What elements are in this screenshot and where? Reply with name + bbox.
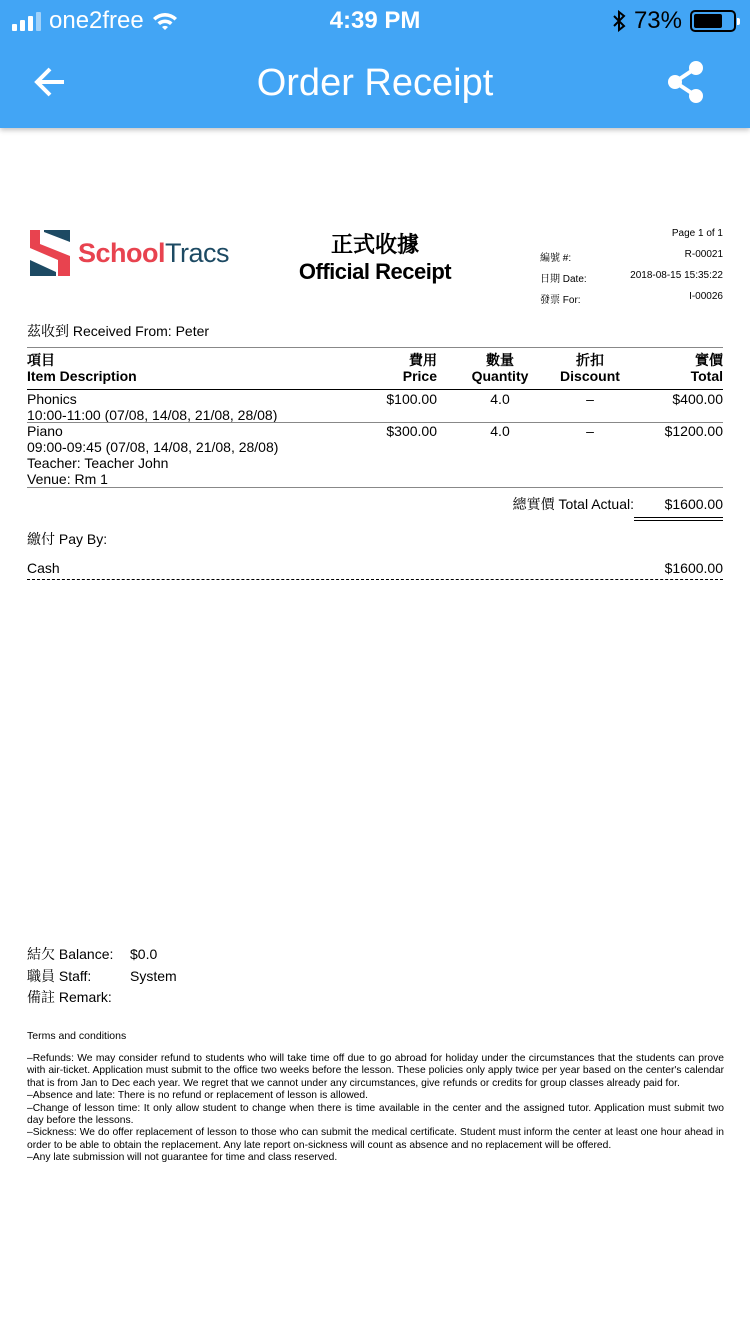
- term-item: –Refunds: We may consider refund to students who will take time off due to go abroad for holiday under the circumstances that the students can prove with air-ticket. Application must submit to the office two weeks before the lesson. These policies only apply twice per year based on the center's calendar that is from Jan to Dec each year. We regret that we cannot under any circumstances, give refunds or credits for group classes already paid for.: [27, 1053, 724, 1089]
- page-title: Order Receipt: [256, 62, 494, 104]
- item-detail: Teacher: Teacher John: [27, 455, 169, 471]
- item-total: $1200.00: [664, 423, 723, 439]
- staff-value: System: [130, 968, 177, 984]
- battery-percent: 73%: [633, 7, 682, 34]
- item-detail: Venue: Rm 1: [27, 471, 108, 487]
- item-price: $300.00: [386, 423, 437, 439]
- terms-title: Terms and conditions: [27, 1030, 127, 1042]
- item-detail: 09:00-09:45 (07/08, 14/08, 21/08, 28/08): [27, 439, 279, 455]
- clock: 4:39 PM: [329, 7, 421, 34]
- received-from: 茲收到 Received From: Peter: [27, 323, 210, 339]
- col-total: Total: [690, 368, 723, 384]
- term-item: –Sickness: We do offer replacement of lesson to those who can submit the medical certificate. Student must inform the center at least one hour ahead in order to be able to obtain the replacement. Any late report on-sickness will count as absence and no replacement will be offered.: [27, 1127, 724, 1151]
- receipt-number: R-00021: [684, 249, 723, 260]
- divider: [27, 347, 723, 348]
- col-zh: 費用: [409, 352, 437, 368]
- terms-text: [27, 1053, 724, 1165]
- item-qty: 4.0: [490, 391, 510, 407]
- receipt-date: 2018-08-15 15:35:22: [630, 270, 723, 281]
- col-zh: 項目: [27, 352, 55, 368]
- status-bar: [0, 0, 750, 40]
- meta-label: 日期 Date:: [540, 274, 587, 285]
- item-name: Piano: [27, 423, 63, 439]
- double-underline: [634, 517, 723, 521]
- staff-label: 職員 Staff:: [27, 968, 92, 984]
- term-item: –Any late submission will not guarantee for time and class reserved.: [27, 1152, 338, 1164]
- item-qty: 4.0: [490, 423, 510, 439]
- invoice-number: I-00026: [689, 291, 723, 302]
- carrier: one2free: [49, 7, 144, 34]
- col-price: Price: [402, 368, 437, 384]
- item-name: Phonics: [27, 391, 77, 407]
- balance-label: 結欠 Balance:: [27, 946, 114, 962]
- term-item: –Change of lesson time: It only allow student to change when there is time available in the center and the assigned tutor. Application must submit two day before the lessons.: [27, 1102, 724, 1127]
- col-zh: 折扣: [576, 352, 604, 368]
- meta-label: 編號 #:: [540, 253, 572, 264]
- dashed-divider: [27, 579, 723, 580]
- term-item: –Absence and late: There is no refund or replacement of lesson is allowed.: [27, 1090, 368, 1102]
- item-discount: –: [586, 391, 594, 407]
- total-label: 總實價 Total Actual:: [512, 496, 634, 512]
- total-value: $1600.00: [664, 496, 723, 512]
- col-discount: Discount: [560, 368, 620, 384]
- payment-amount: $1600.00: [664, 560, 723, 576]
- meta-label: 發票 For:: [540, 295, 581, 306]
- share-icon[interactable]: [666, 60, 706, 104]
- payment-method: Cash: [27, 560, 60, 576]
- col-zh: 數量: [486, 352, 514, 368]
- item-detail: 10:00-11:00 (07/08, 14/08, 21/08, 28/08): [27, 407, 278, 423]
- item-total: $400.00: [672, 391, 723, 407]
- col-zh: 實價: [695, 352, 723, 368]
- divider: [27, 487, 723, 488]
- app-bar: [0, 0, 750, 128]
- bluetooth-icon: [612, 10, 626, 32]
- logo-text-school: School: [78, 237, 166, 268]
- balance-value: $0.0: [130, 946, 158, 962]
- col-quantity: Quantity: [471, 368, 529, 384]
- divider: [27, 389, 723, 390]
- pay-by-label: 繳付 Pay By:: [27, 531, 108, 547]
- item-discount: –: [586, 423, 594, 439]
- logo-text-tracs: Tracs: [165, 237, 230, 268]
- receipt-meta: [540, 228, 723, 312]
- page-number: Page 1 of 1: [671, 228, 723, 239]
- col-description: Item Description: [27, 368, 137, 384]
- title-en: Official Receipt: [298, 259, 452, 284]
- title-zh: 正式收據: [330, 232, 419, 257]
- item-price: $100.00: [386, 391, 437, 407]
- remark-label: 備註 Remark:: [27, 989, 112, 1005]
- battery-icon: [690, 10, 736, 32]
